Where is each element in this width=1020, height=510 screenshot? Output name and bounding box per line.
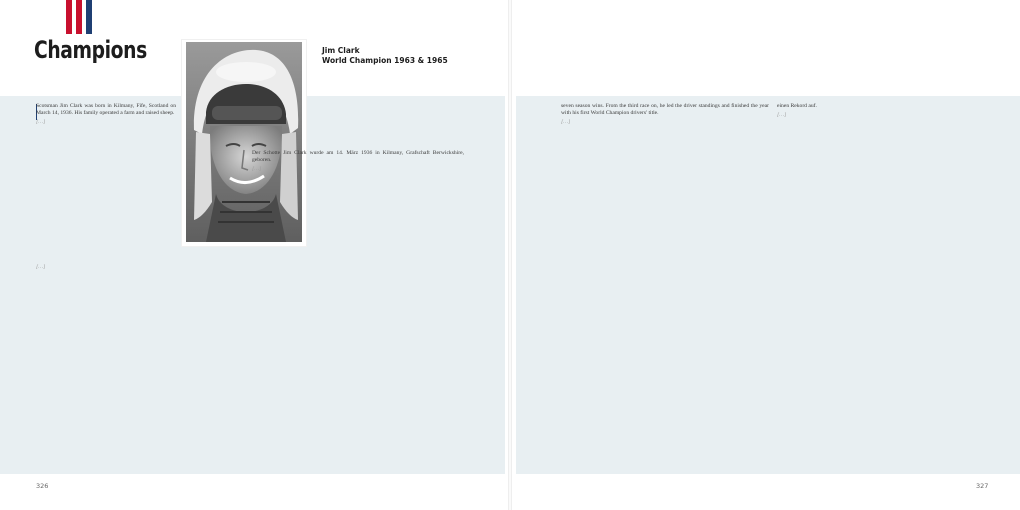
book-gutter <box>508 0 512 510</box>
racing-stripes-decoration <box>66 0 102 34</box>
chapter-title: Champions <box>34 36 147 64</box>
caption-title: World Champion 1963 & 1965 <box>322 56 448 65</box>
column-text: Der Schotte Jim Clark wurde am 14. März 1936 in Kilmany, Grafschaft Berwickshire, geboren. <box>252 150 464 164</box>
red-stripe <box>66 0 72 34</box>
photo-caption <box>322 46 448 66</box>
german-column-2 <box>777 103 985 459</box>
page-number-left: 326 <box>36 482 49 490</box>
page-number-right: 327 <box>976 482 989 490</box>
column-text: einen Rekord auf. <box>777 103 817 109</box>
red-stripe <box>76 0 82 34</box>
blue-stripe <box>86 0 92 34</box>
column-text: seven season wins. From the third race on, he led the driver standings and finished the year with his first World Champion drivers' title. <box>561 103 769 117</box>
illegible-text-marker: […] <box>36 264 46 270</box>
caption-name: Jim Clark <box>322 46 360 55</box>
illegible-text-marker: […] <box>252 166 262 173</box>
column-text: Scotsman Jim Clark was born in Kilmany, Fife, Scotland on March 14, 1936. His family operated a farm and raised sheep. <box>36 103 176 117</box>
english-column-1-continued <box>36 262 244 460</box>
illegible-text-marker: […] <box>777 112 787 119</box>
illegible-text-marker: […] <box>561 119 571 126</box>
english-column-1 <box>36 103 176 259</box>
german-column-1 <box>252 150 464 458</box>
english-column-2 <box>561 103 769 459</box>
illegible-text-marker: […] <box>36 119 46 126</box>
